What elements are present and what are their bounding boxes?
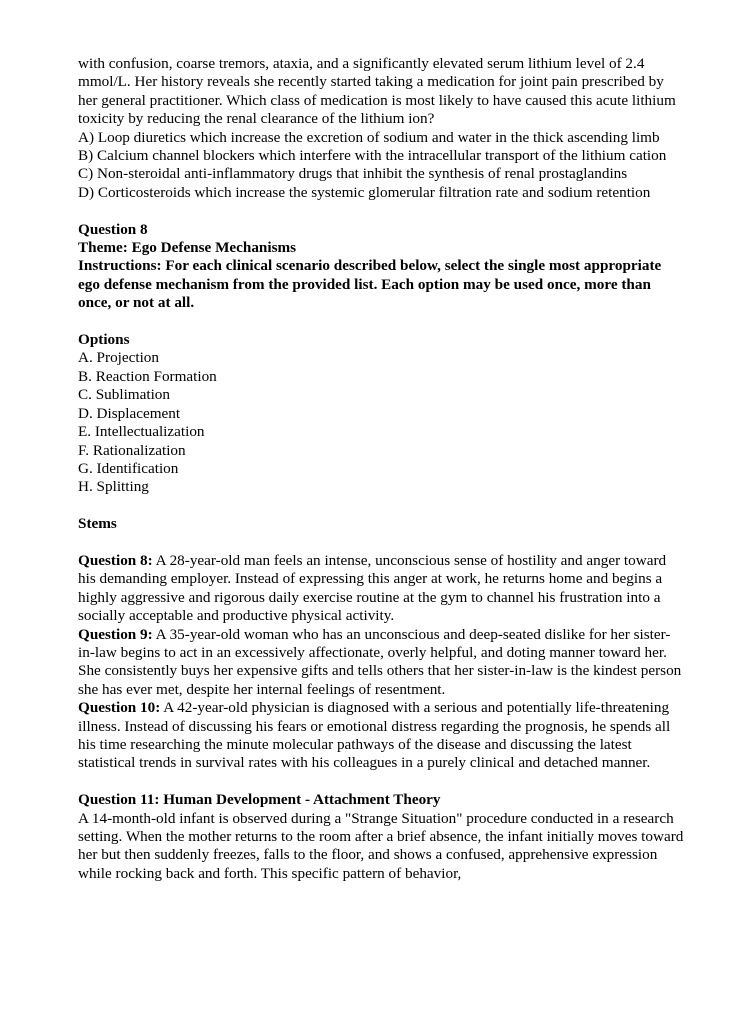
stem-text: A 35-year-old woman who has an unconscious and deep-seated dislike for her sister-in-law begins to act in an excessively affectionate, overly helpful, and doting manner toward her. She consistently buys her expensive gifts and tells others that her sister-in-law is the kindest person she has ever met, despite her internal feelings of resentment. [78,625,682,698]
spacer [78,202,684,220]
stem-label: Question 8: [78,551,153,569]
stem-text: A 42-year-old physician is diagnosed with a serious and potentially life-threatening illness. Instead of discussing his fears or emotional distress regarding the prognosis, he spends all his time researching the minute molecular pathways of the disease and discussing the latest statistical trends in survival rates with his colleagues in a purely clinical and detached manner. [78,699,671,772]
option-item: B. Reaction Formation [78,367,217,385]
q11-heading: Question 11: Human Development - Attachment Theory [78,791,441,809]
q7-option-b: B) Calcium channel blockers which interfere with the intracellular transport of the lithium cation [78,147,667,165]
option-item: G. Identification [78,459,179,477]
spacer [78,773,684,791]
stem-question-8 [78,552,684,626]
q8-instructions: Instructions: For each clinical scenario described below, select the single most appropriate ego defense mechanism from the provided list. Each option may be used once, more than once, or not at all. [78,257,662,312]
spacer [78,497,684,515]
stem-label: Question 9: [78,625,153,643]
option-item: F. Rationalization [78,441,186,459]
stem-label: Question 10: [78,699,161,717]
q7-option-a: A) Loop diuretics which increase the excretion of sodium and water in the thick ascending limb [78,128,660,146]
option-item: E. Intellectualization [78,423,205,441]
q7-option-c: C) Non-steroidal anti-inflammatory drugs that inhibit the synthesis of renal prostaglandins [78,165,628,183]
stem-question-9 [78,626,684,700]
options-heading: Options [78,331,130,349]
q7-stem-continuation: with confusion, coarse tremors, ataxia, and a significantly elevated serum lithium level of 2.4 mmol/L. Her history reveals she recently started taking a medication for joint pain prescribed by her general practitioner. Which class of medication is most likely to have caused this acute lithium toxicity by reducing the renal clearance of the lithium ion? [78,55,676,128]
q7-option-d: D) Corticosteroids which increase the systemic glomerular filtration rate and sodium retention [78,183,651,201]
q11-text: A 14-month-old infant is observed during a "Strange Situation" procedure conducted in a research setting. When the mother returns to the room after a brief absence, the infant initially moves toward her but then suddenly freezes, falls to the floor, and shows a confused, apprehensive expression while rocking back and forth. This specific pattern of behavior, [78,809,684,882]
stem-question-10 [78,699,684,773]
option-item: A. Projection [78,349,159,367]
option-item: C. Sublimation [78,386,170,404]
option-item: H. Splitting [78,478,149,496]
document-page [78,55,684,883]
q8-heading: Question 8 [78,220,148,238]
spacer [78,534,684,552]
option-item: D. Displacement [78,404,181,422]
q8-theme: Theme: Ego Defense Mechanisms [78,239,297,257]
stem-text: A 28-year-old man feels an intense, unconscious sense of hostility and anger toward his demanding employer. Instead of expressing this anger at work, he returns home and begins a highly aggressive and rigorous daily exercise routine at the gym to channel his frustration into a socially acceptable and productive physical activity. [78,551,667,625]
spacer [78,313,684,331]
stems-heading: Stems [78,515,117,533]
